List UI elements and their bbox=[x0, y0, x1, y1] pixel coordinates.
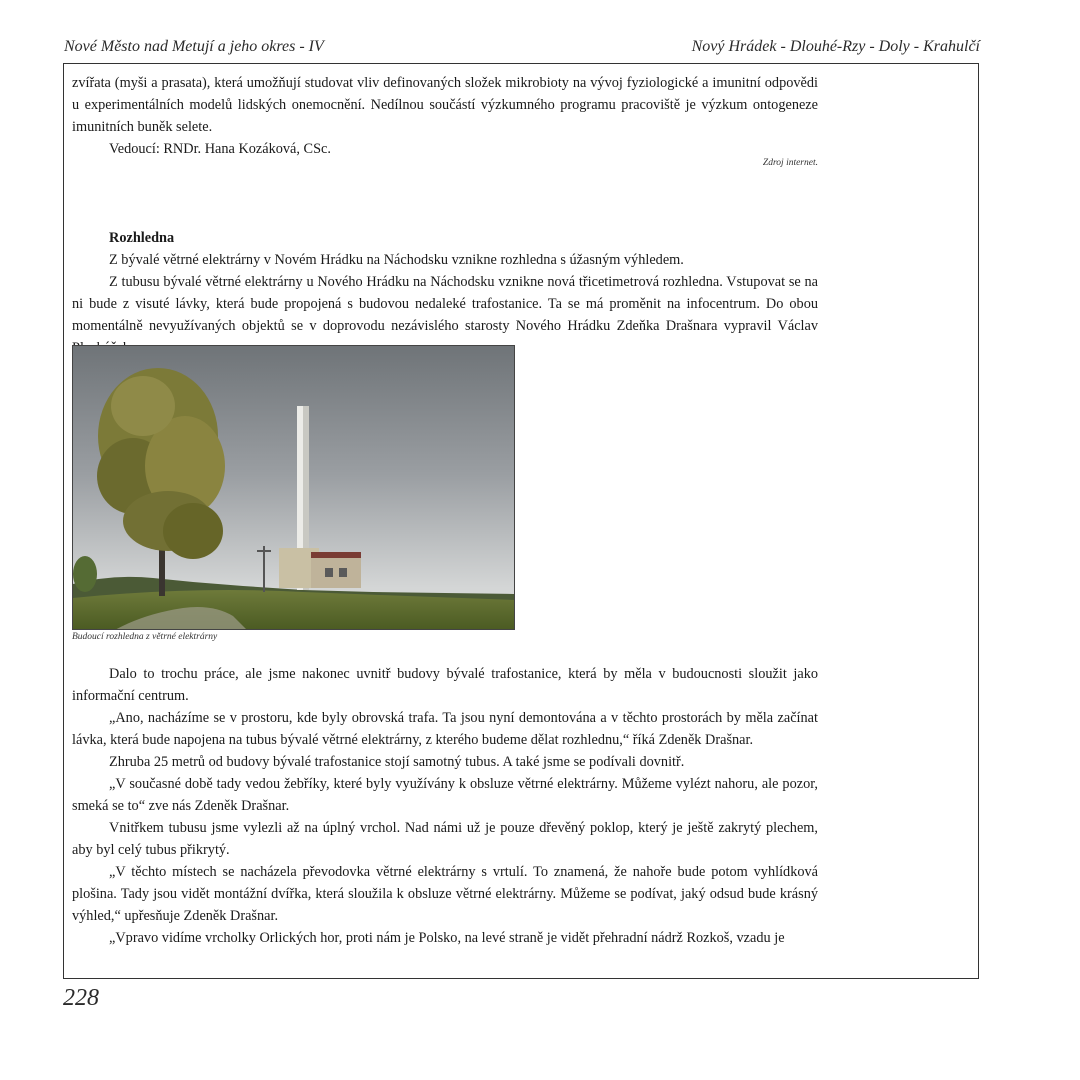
source-note: Zdroj internet. bbox=[762, 158, 818, 168]
section-paragraph-2: Z tubusu bývalé větrné elektrárny u Nového Hrádku na Náchodsku vznikne nová třicetimetrová rozhledna. Vstupovat se na ni bude z visuté lávky, která bude propojená s budovou nedaleké trafostanice. Ta se má proměnit na infocentrum. Do obou momentálně nevyužívaných objektů se v doprovodu nezávislého starosty Nového Hrádku Zdeňka Drašnara vypravil Václav bbox=[72, 274, 818, 334]
body-paragraph-5: Vnitřkem tubusu jsme vylezli až na úplný vrchol. Nad námi už je pouze dřevěný poklop, který je ještě zakrytý plechem, aby byl celý tubus přikrytý. bbox=[72, 820, 818, 858]
section-paragraph-1: Z bývalé větrné elektrárny v Novém Hrádku na Náchodsku vznikne rozhledna s úžasným výhledem. bbox=[109, 252, 684, 268]
running-head-left: Nové Město nad Metují a jeho okres - IV bbox=[64, 38, 324, 55]
intro-block bbox=[72, 72, 818, 160]
tower-photo bbox=[72, 345, 515, 630]
running-head-right: Nový Hrádek - Dlouhé-Rzy - Doly - Krahulčí bbox=[691, 38, 980, 55]
photo-caption: Budoucí rozhledna z větrné elektrárny bbox=[72, 632, 218, 642]
intro-paragraph: zvířata (myši a prasata), která umožňují studovat vliv definovaných složek mikrobioty na vývoj fyziologické a imunitní odpovědi u experimentálních modelů lidských onemocnění. Nedílnou součástí výzkumného programu pracoviště je výzkum ontogeneze imunitních buněk selete. bbox=[72, 75, 818, 135]
body-paragraph-2: „Ano, nacházíme se v prostoru, kde byly obrovská trafa. Ta jsou nyní demontována a v těchto prostorách by měla začínat lávka, která bude napojena na tubus bývalé větrné elektrárny, z kterého budeme dělat rozhlednu,“ říká Zdeněk Drašnar. bbox=[72, 710, 818, 748]
body-paragraph-7: „Vpravo vidíme vrcholky Orlických hor, proti nám je Polsko, na levé straně je vidět přehradní nádrž Rozkoš, vzadu je bbox=[109, 930, 785, 946]
body-paragraph-4: „V současné době tady vedou žebříky, které byly využívány k obsluze větrné elektrárny. Můžeme vylézt nahoru, ale pozor, smeká se to“ zve nás Zdeněk Drašnar. bbox=[72, 776, 818, 814]
rozhledna-section bbox=[72, 227, 818, 359]
article-body bbox=[72, 663, 818, 949]
body-paragraph-6: „V těchto místech se nacházela převodovka větrné elektrárny s vrtulí. To znamená, že nahoře bude potom vyhlídková plošina. Tady jsou vidět montážní dvířka, která sloužila k obsluze větrné elektrárny. Můžeme se podívat, jaký odsud bude krásný výhled,“ upřesňuje Zdeněk Drašnar. bbox=[72, 864, 818, 924]
body-paragraph-3: Zhruba 25 metrů od budovy bývalé trafostanice stojí samotný tubus. A také jsme se podívali dovnitř. bbox=[109, 754, 685, 770]
section-heading: Rozhledna bbox=[109, 230, 175, 246]
body-paragraph-1: Dalo to trochu práce, ale jsme nakonec uvnitř budovy bývalé trafostanice, která by měla v budoucnosti sloužit jako informační centrum. bbox=[72, 666, 818, 704]
page-number: 228 bbox=[63, 985, 99, 1011]
leader-line: Vedoucí: RNDr. Hana Kozáková, CSc. bbox=[109, 141, 331, 157]
